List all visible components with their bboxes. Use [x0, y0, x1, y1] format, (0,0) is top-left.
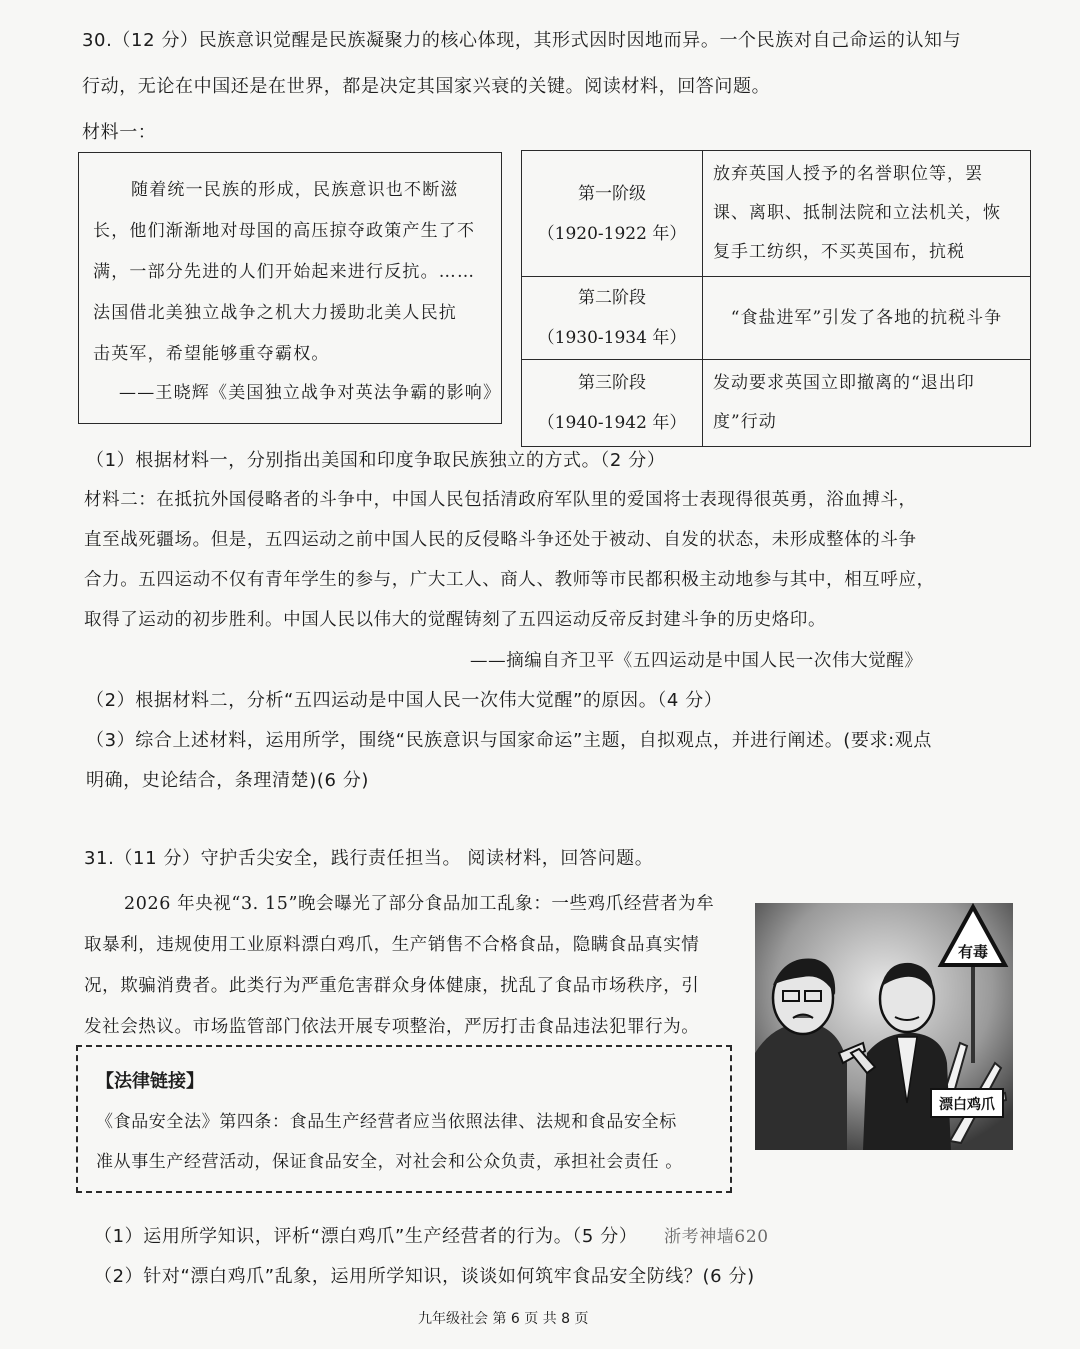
law-link-box — [76, 1045, 732, 1193]
cartoon-illustration — [755, 903, 1013, 1150]
material1-text-line: 满，一部分先进的人们开始起来进行反抗。…… — [93, 262, 476, 282]
phase-desc-line: 放弃英国人授予的名誉职位等，罢 — [713, 164, 983, 184]
q31-question2: （2）针对“漂白鸡爪”乱象，运用所学知识，谈谈如何筑牢食品安全防线？(6 分) — [94, 1266, 755, 1287]
material2-line: 合力。五四运动不仅有青年学生的参与，广大工人、商人、教师等市民都积极主动地参与其中，相互呼应， — [84, 570, 935, 590]
material1-text-line: 长，他们渐渐地对母国的高压掠夺政策产生了不 — [93, 221, 476, 241]
phase-stage-cell — [522, 277, 703, 360]
q31-material-line: 发社会热议。市场监管部门依法开展专项整治，严厉打击食品违法犯罪行为。 — [84, 1017, 700, 1037]
q30-question2: （2）根据材料二，分析“五四运动是中国人民一次伟大觉醒”的原因。（4 分） — [86, 690, 723, 711]
india-phases-table — [521, 150, 1031, 447]
q30-question1: （1）根据材料一，分别指出美国和印度争取民族独立的方式。（2 分） — [86, 450, 666, 471]
q31-question1: （1）运用所学知识，评析“漂白鸡爪”生产经营者的行为。（5 分） — [94, 1226, 638, 1247]
material1-source: ——王晓辉《美国独立战争对英法争霸的影响》 — [119, 383, 502, 403]
q31-intro: 31.（11 分）守护舌尖安全，践行责任担当。 阅读材料，回答问题。 — [84, 848, 654, 869]
material2-line: 材料二：在抵抗外国侵略者的斗争中，中国人民包括清政府军队里的爱国将士表现得很英勇，浴血搏斗， — [84, 490, 917, 510]
q30-intro-line1: 30.（12 分）民族意识觉醒是民族凝聚力的核心体现，其形式因时因地而异。一个民族对自己命运的认知与 — [82, 30, 962, 51]
watermark-text: 浙考神墙620 — [664, 1227, 769, 1247]
phase-years: （1940-1942 年） — [537, 413, 687, 433]
law-text-line: 准从事生产经营活动，保证食品安全，对社会和公众负责，承担社会责任 。 — [96, 1152, 683, 1172]
q30-question3-line2: 明确，史论结合，条理清楚)(6 分) — [86, 770, 370, 791]
law-link-title: 【法律链接】 — [96, 1071, 204, 1092]
material1-text-line: 法国借北美独立战争之机大力援助北美人民抗 — [93, 303, 457, 323]
phase-desc-cell — [703, 151, 1031, 277]
cartoon-sign-text: 有毒 — [957, 943, 989, 961]
phase-desc-line: “食盐进军”引发了各地的抗税斗争 — [730, 307, 1003, 328]
material1-label: 材料一： — [82, 122, 157, 143]
material1-text-line: 随着统一民族的形成，民族意识也不断滋 — [131, 180, 459, 200]
q30-question3-line1: （3）综合上述材料，运用所学，围绕“民族意识与国家命运”主题，自拟观点，并进行阐述。(要求:观点 — [86, 730, 932, 751]
material1-text-line: 击英军，希望能够重夺霸权。 — [93, 344, 330, 364]
phase-desc-cell — [703, 360, 1031, 447]
q31-material-line: 况，欺骗消费者。此类行为严重危害群众身体健康，扰乱了食品市场秩序，引 — [84, 976, 700, 996]
table-row — [522, 151, 1031, 277]
phase-stage: 第一阶级 — [578, 183, 646, 204]
phase-years: （1930-1934 年） — [537, 328, 687, 348]
phase-desc-line: 课、离职、抵制法院和立法机关，恢 — [713, 203, 1001, 223]
phase-desc-line: 发动要求英国立即撤离的“退出印 — [713, 373, 975, 393]
phase-stage-cell — [522, 151, 703, 277]
phase-stage: 第二阶段 — [578, 288, 646, 308]
phase-desc-cell — [703, 277, 1031, 360]
q31-material-line: 2026 年央视“3. 15”晚会曝光了部分食品加工乱象：一些鸡爪经营者为牟 — [124, 894, 715, 914]
cartoon-label-text: 漂白鸡爪 — [939, 1097, 995, 1113]
page-footer: 九年级社会 第 6 页 共 8 页 — [418, 1311, 589, 1327]
phase-years: （1920-1922 年） — [537, 223, 687, 244]
bleached-chicken-feet-cartoon — [755, 903, 1013, 1150]
phase-stage: 第三阶段 — [578, 373, 646, 393]
material2-line: 直至战死疆场。但是，五四运动之前中国人民的反侵略斗争还处于被动、自发的状态，未形成整体的斗争 — [84, 530, 917, 550]
phase-desc-line: 度”行动 — [713, 412, 777, 432]
table-row — [522, 277, 1031, 360]
phase-desc-line: 复手工纺织，不买英国布，抗税 — [713, 242, 965, 262]
law-text-line: 《食品安全法》第四条：食品生产经营者应当依照法律、法规和食品安全标 — [96, 1112, 677, 1132]
q31-material-line: 取暴利，违规使用工业原料漂白鸡爪，生产销售不合格食品，隐瞒食品真实情 — [84, 935, 700, 955]
phase-stage-cell — [522, 360, 703, 447]
material1-left-box — [78, 152, 502, 424]
material2-line: 取得了运动的初步胜利。中国人民以伟大的觉醒铸刻了五四运动反帝反封建斗争的历史烙印。 — [84, 610, 827, 630]
q30-intro-line2: 行动，无论在中国还是在世界，都是决定其国家兴衰的关键。阅读材料，回答问题。 — [82, 76, 771, 97]
table-row — [522, 360, 1031, 447]
material2-source: ——摘编自齐卫平《五四运动是中国人民一次伟大觉醒》 — [470, 651, 923, 671]
